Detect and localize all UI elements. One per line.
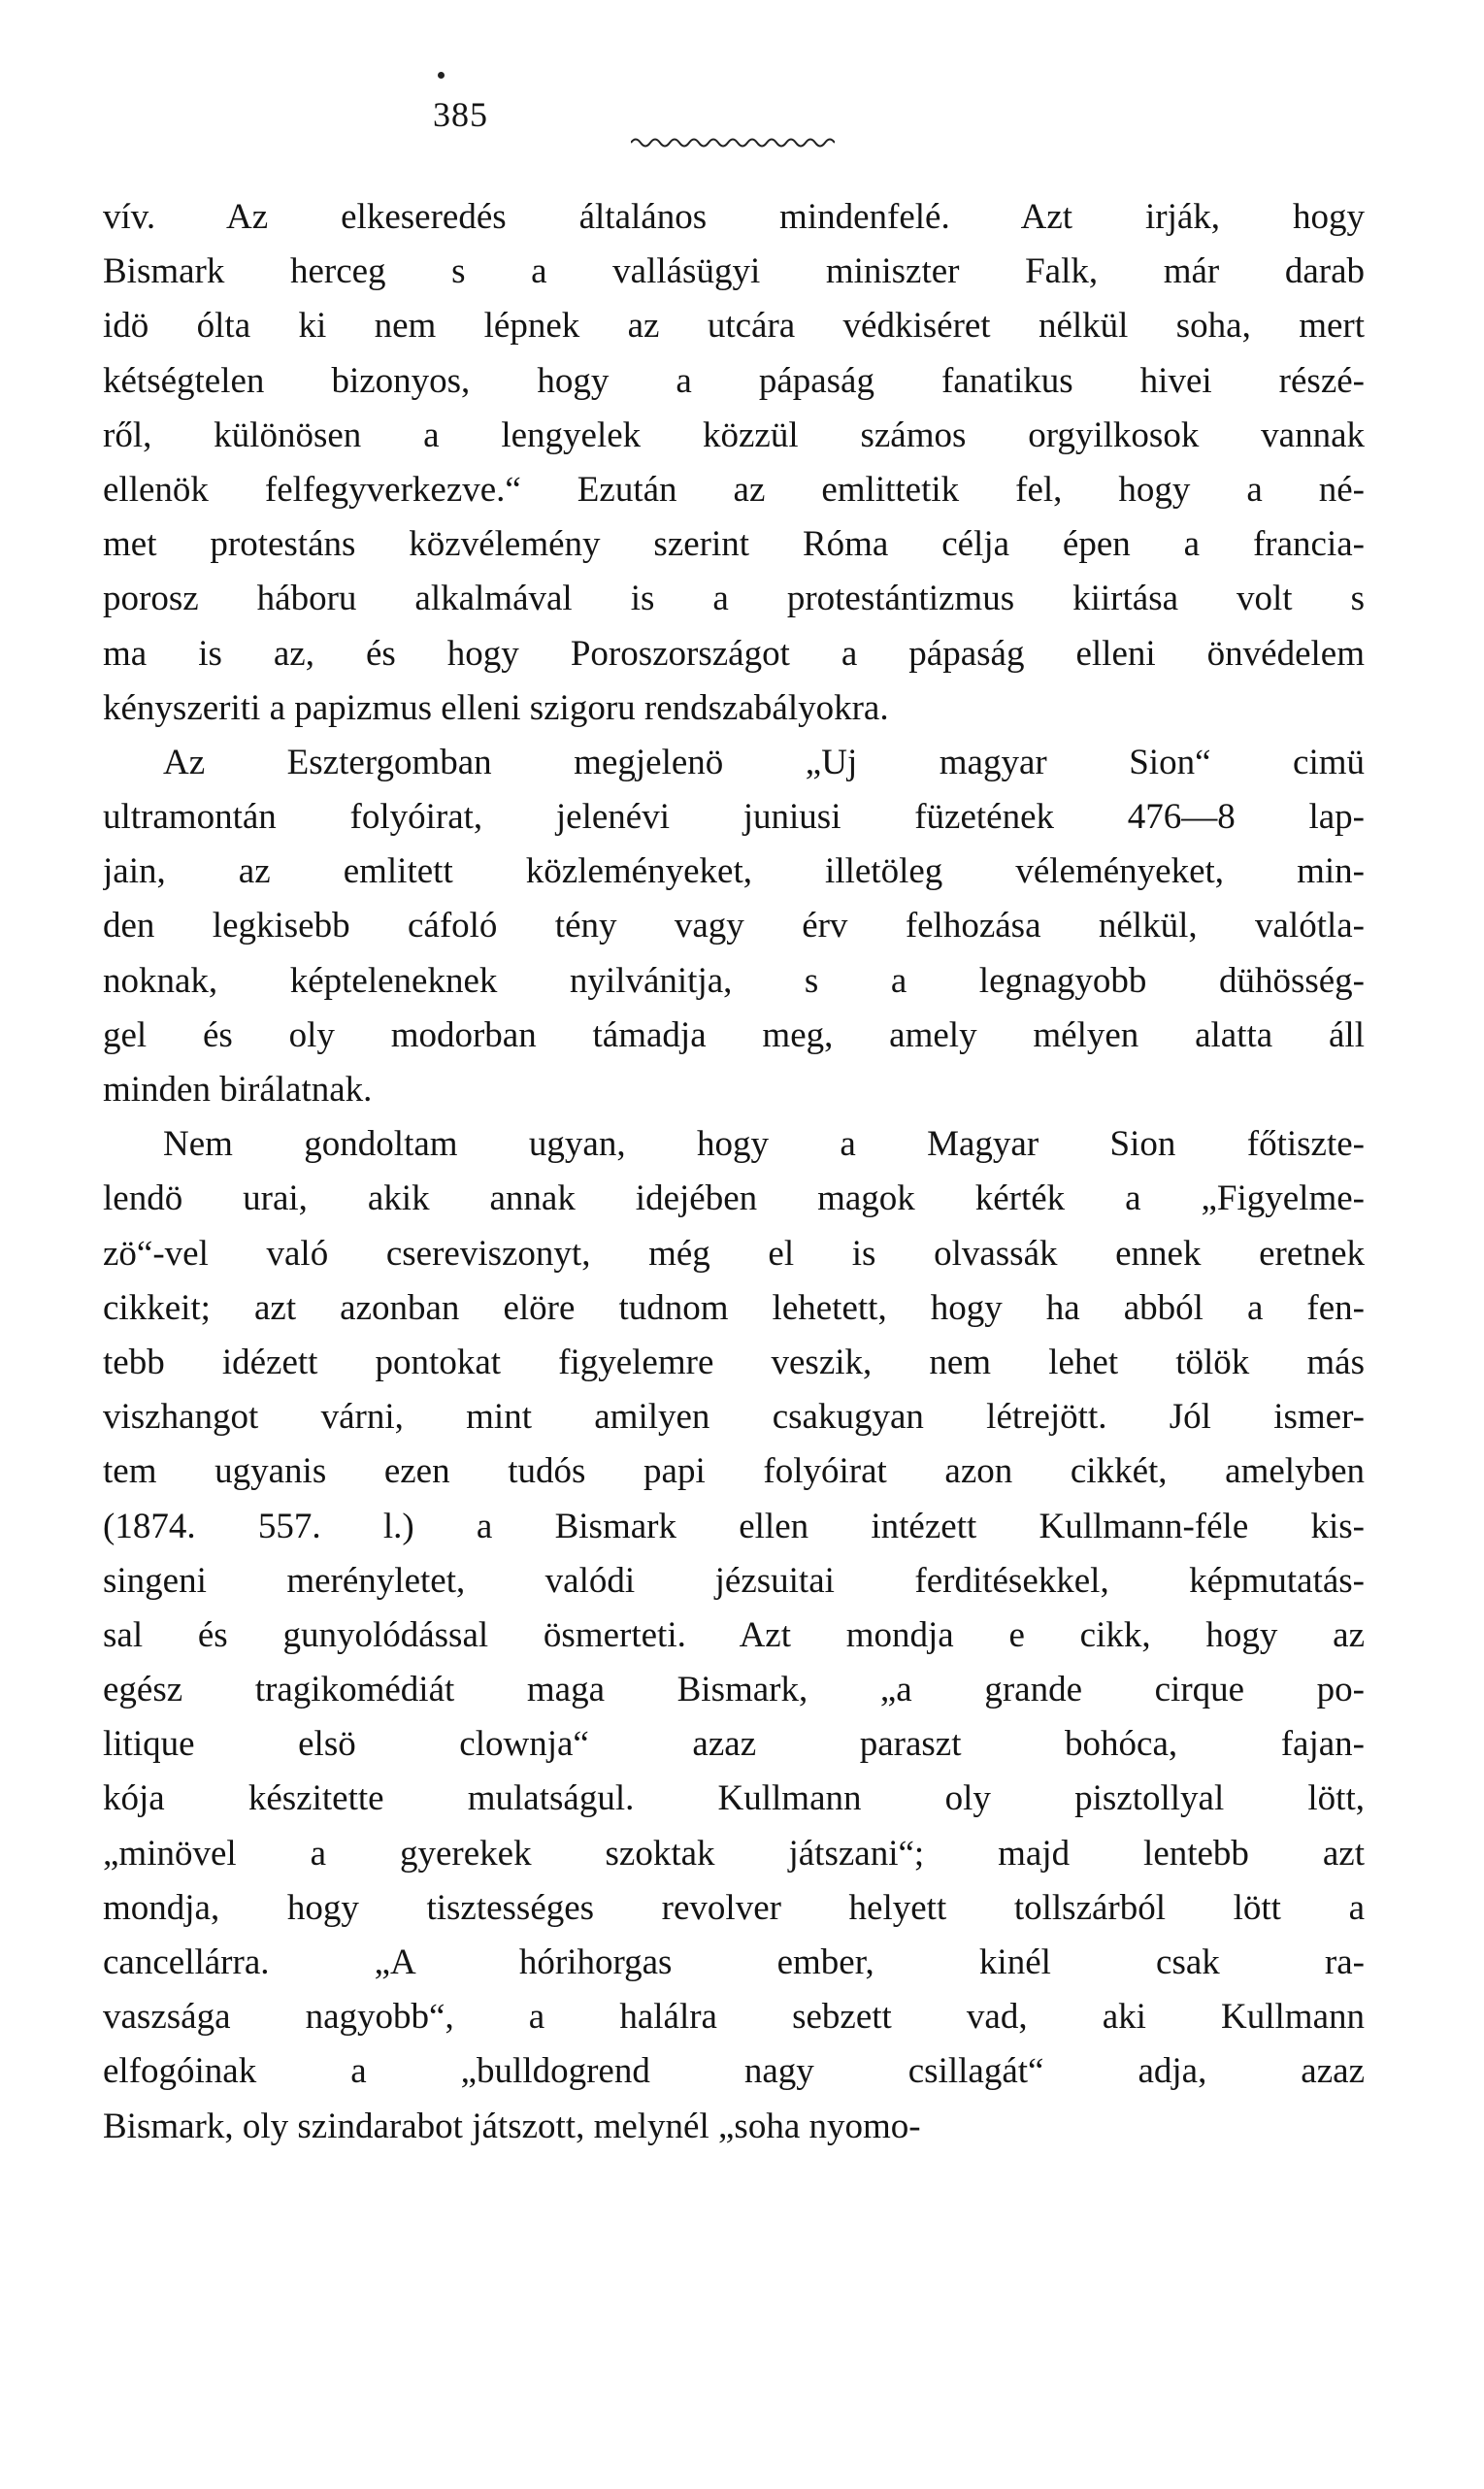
text-line: ellenök felfegyverkezve.“ Ezután az emlittetik fel, hogy a né- (103, 469, 1365, 510)
text-line: ma is az, és hogy Poroszországot a pápaság elleni önvédelem (103, 633, 1365, 674)
text-line: den legkisebb cáfoló tény vagy érv felhozása nélkül, valótla- (103, 906, 1365, 946)
text-line: „minövel a gyerekek szoktak játszani“; majd lentebb azt (103, 1833, 1365, 1874)
text-line: Bismark, oly szindarabot játszott, melynél „soha nyomo- (103, 2106, 921, 2146)
text-line: mondja, hogy tisztességes revolver helyett tollszárból lött a (103, 1887, 1365, 1928)
text-line: cancellárra. „A hórihorgas ember, kinél csak ra- (103, 1942, 1365, 1982)
text-line: Bismark herceg s a vallásügyi miniszter Falk, már darab (103, 251, 1365, 292)
text-line: kója készitette mulatságul. Kullmann oly pisztollyal lött, (103, 1778, 1365, 1819)
body-text (103, 190, 1365, 2154)
page-number (0, 95, 1484, 134)
text-line: cikkeit; azt azonban elöre tudnom lehetett, hogy ha abból a fen- (103, 1287, 1365, 1328)
text-line: viszhangot várni, mint amilyen csakugyan létrejött. Jól ismer- (103, 1397, 1365, 1438)
text-line: tem ugyanis ezen tudós papi folyóirat azon cikkét, amelyben (103, 1451, 1365, 1492)
text-line: vív. Az elkeseredés általános mindenfelé. Azt irják, hogy (103, 197, 1365, 237)
text-line: Nem gondoltam ugyan, hogy a Magyar Sion főtiszte- (163, 1124, 1365, 1165)
text-line: jain, az emlitett közleményeket, illetöleg véleményeket, min- (103, 851, 1365, 892)
text-line: egész tragikomédiát maga Bismark, „a grande cirque po- (103, 1670, 1365, 1710)
text-line: ultramontán folyóirat, jelenévi juniusi füzetének 476—8 lap- (103, 797, 1365, 838)
print-speck (438, 72, 445, 79)
text-line: tebb idézett pontokat figyelemre veszik, nem lehet tölök más (103, 1342, 1365, 1382)
text-line: singeni merényletet, valódi jézsuitai ferditésekkel, képmutatás- (103, 1560, 1365, 1601)
text-line: noknak, képteleneknek nyilvánitja, s a legnagyobb dühösség- (103, 960, 1365, 1001)
text-line: porosz háboru alkalmával is a protestántizmus kiirtása volt s (103, 579, 1365, 619)
text-line: lendö urai, akik annak idejében magok kérték a „Figyelme- (103, 1178, 1365, 1219)
text-line: Az Esztergomban megjelenö „Uj magyar Sion“ cimü (163, 742, 1365, 782)
text-line: idö ólta ki nem lépnek az utcára védkiséret nélkül soha, mert (103, 306, 1365, 347)
text-line: elfogóinak a „bulldogrend nagy csillagát“ adja, azaz (103, 2051, 1365, 2092)
text-line: (1874. 557. l.) a Bismark ellen intézett Kullmann-féle kis- (103, 1506, 1365, 1546)
text-line: kétségtelen bizonyos, hogy a pápaság fanatikus hivei részé- (103, 360, 1365, 401)
text-line: sal és gunyolódással ösmerteti. Azt mondja e cikk, hogy az (103, 1614, 1365, 1655)
text-line: vaszsága nagyobb“, a halálra sebzett vad, aki Kullmann (103, 1997, 1365, 2038)
text-line: litique elsö clownja“ azaz paraszt bohóca, fajan- (103, 1724, 1365, 1765)
text-line: zö“-vel való csereviszonyt, még el is olvassák ennek eretnek (103, 1233, 1365, 1274)
text-line: met protestáns közvélemény szerint Róma célja épen a francia- (103, 524, 1365, 565)
text-line: ről, különösen a lengyelek közzül számos orgyilkosok vannak (103, 415, 1365, 455)
text-line: kényszeriti a papizmus elleni szigoru rendszabályokra. (103, 687, 889, 728)
text-line: gel és oly modorban támadja meg, amely mélyen alatta áll (103, 1014, 1365, 1055)
page-number-text: 385 (433, 95, 488, 134)
page-number-ornament (631, 136, 835, 149)
text-line: minden birálatnak. (103, 1070, 373, 1110)
